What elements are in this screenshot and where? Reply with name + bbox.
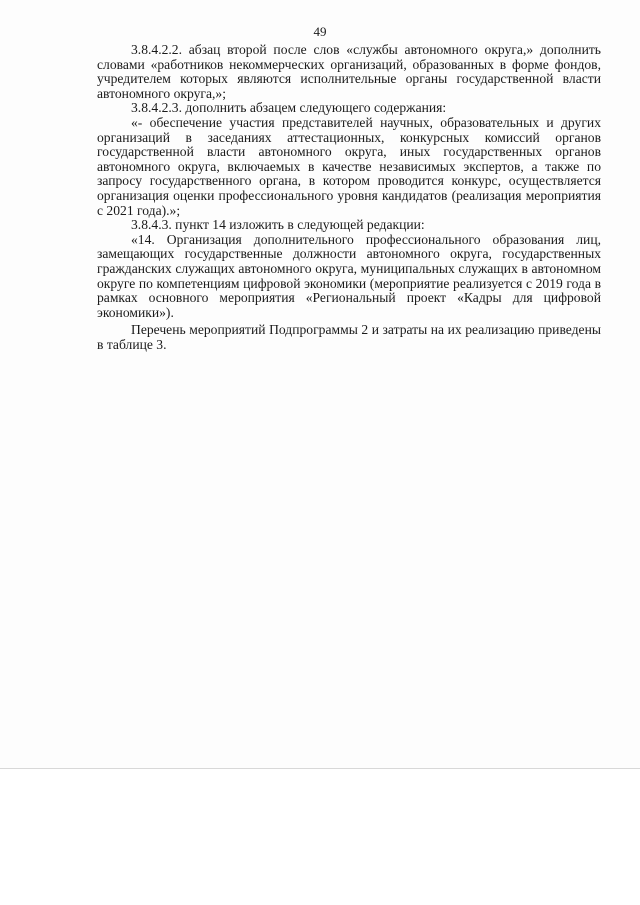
paragraph-measures-list: Перечень мероприятий Подпрограммы 2 и затраты на их реализацию приведены в таблице 3. [97, 322, 601, 352]
paragraph-item-14: «14. Организация дополнительного профессионального образования лиц, замещающих государственные должности автономного округа, государственных гражданских служащих автономного округа, муниципальных служащих в автономном округе по компетенциям цифровой экономики (мероприятие реализуется с 2019 года в рамках основного мероприятия «Региональный проект «Кадры для цифровой экономики»). [97, 231, 601, 320]
paragraph-3-8-4-3: 3.8.4.3. пункт 14 изложить в следующей редакции: [131, 217, 425, 233]
paragraph-3-8-4-2-3: 3.8.4.2.3. дополнить абзацем следующего содержания: [131, 100, 447, 116]
page-number: 49 [313, 24, 327, 39]
paragraph-3-8-4-2-2: 3.8.4.2.2. абзац второй после слов «службы автономного округа,» дополнить словами «работников некоммерческих организаций, образованных в форме фондов, учредителем которых являются исполнительные органы государственной власти автономного округа,»; [97, 42, 601, 101]
paragraph-added-text: «- обеспечение участия представителей научных, образовательных и других организаций в заседаниях аттестационных, конкурсных комиссий органов государственной власти автономного округа, иных государственных органов автономного округа, включаемых в качестве независимых экспертов, а также по запросу государственного органа, в котором проводится конкурс, осуществляется организация оценки профессионального уровня кандидатов (реализация мероприятия с 2021 года).»; [97, 114, 601, 218]
document-body [97, 43, 601, 352]
